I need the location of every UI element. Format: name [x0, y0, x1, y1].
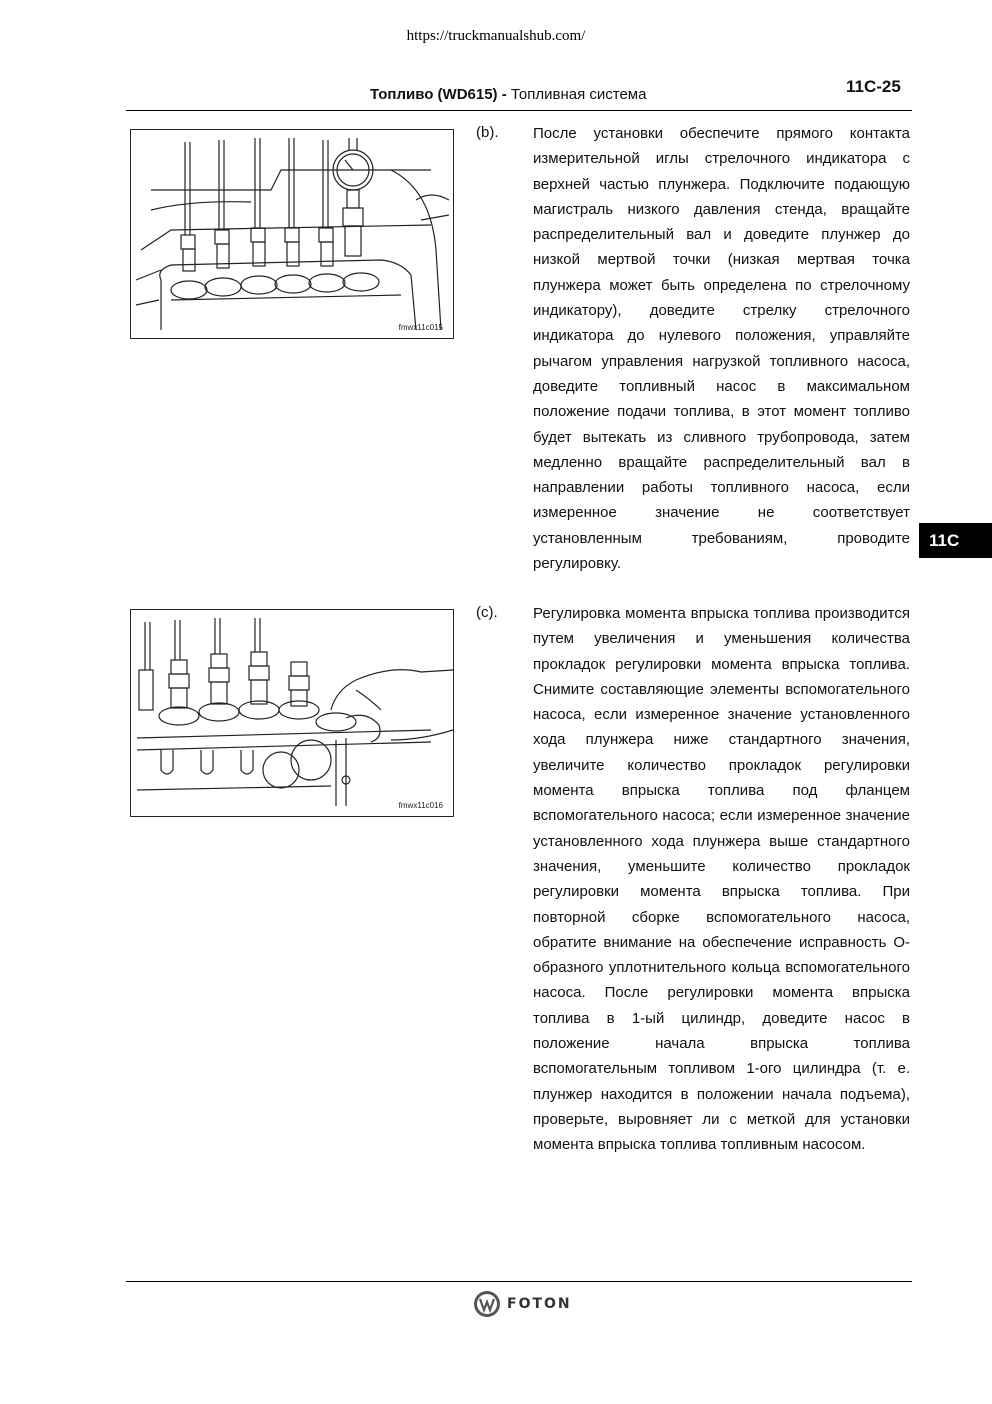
- figure-shim-adjustment: [130, 609, 454, 817]
- item-text-b: После установки обеспечите прямого контакта измерительной иглы стрелочного индикатора с верхней частью плунжера. Подключите подающую магистраль низкого давления стенда, вращайте распределительный вал и доведите плунжер до низкой мертвой точки (низкая мертвая точка плунжера может быть определена по стрелочному индикатору), доведите стрелку стрелочного индикатора до нулевого положения, управляйте рычагом управления нагрузкой топливного насоса, доведите топливный насос в максимальном положение подачи топлива, в этот момент топливо будет вытекать из сливного трубопровода, затем медленно вращайте распределительный вал в направлении работы топливного насоса, если измеренное значение не соответствует установленным требованиям, проводите регулировку.: [533, 125, 910, 573]
- item-label-c: (c).: [476, 604, 498, 621]
- source-url[interactable]: https://truckmanualshub.com/: [406, 28, 586, 44]
- figure-caption: fmwx11c015: [398, 323, 443, 332]
- page-number: 11C-25: [846, 77, 901, 96]
- item-text-c: Регулировка момента впрыска топлива производится путем увеличения и уменьшения количества прокладок регулировки момента впрыска топлива. Снимите составляющие элементы вспомогательного насоса, если измеренное значение установленного хода плунжера ниже стандартного значения, увеличите количество прокладок регулировки момента впрыска топлива под фланцем вспомогательного насоса; если измеренное значение установленного хода плунжера выше стандартного значения, уменьшите количество прокладок регулировки момента впрыска топлива. При повторной сборке вспомогательного насоса, обратите внимание на обеспечение исправность О-образного уплотнительного кольца вспомогательного насоса. После регулировки момента впрыска топлива в 1-ый цилиндр, доведите насос в положение начала впрыска топлива вспомогательным топливом 1-ого цилиндра (т. е. плунжер находится в положении начала подъема), проверьте, выровняет ли с меткой для установки момента впрыска топлива топливным насосом.: [533, 605, 910, 1154]
- header-title-rest: Топливная система: [506, 86, 647, 103]
- figure-caption: fmwx11c016: [398, 801, 443, 810]
- header-divider: [126, 110, 912, 111]
- item-label-b: (b).: [476, 124, 499, 141]
- shim-adjustment-illustration: [131, 610, 453, 816]
- foton-emblem-icon: [473, 1290, 501, 1318]
- header-title-bold: Топливо (WD615) -: [370, 86, 507, 103]
- footer-divider: [126, 1281, 912, 1282]
- section-tab: 11C: [919, 523, 992, 558]
- page-header-title: [370, 86, 646, 103]
- figure-dial-indicator: [130, 129, 454, 339]
- footer-logo: [473, 1290, 572, 1318]
- pump-dial-indicator-illustration: [131, 130, 453, 338]
- footer-logo-text: FOTON: [507, 1296, 572, 1312]
